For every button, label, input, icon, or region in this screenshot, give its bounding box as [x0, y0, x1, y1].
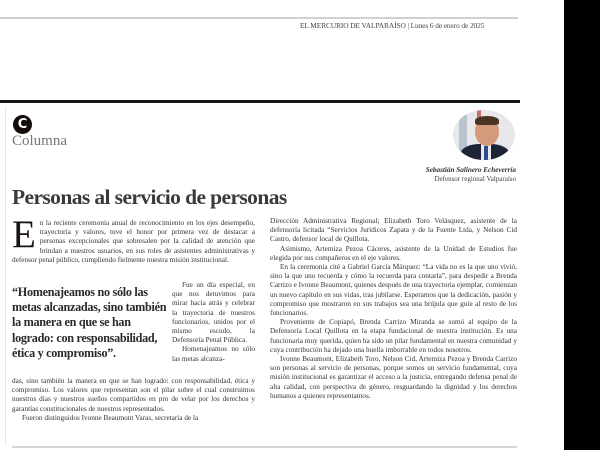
article-left-bottom: [12, 377, 255, 423]
author-name: Sebastián Salinero Echeverría: [425, 166, 516, 174]
article-headline: Personas al servicio de personas: [12, 185, 287, 209]
scan-edge-band: [564, 0, 600, 450]
section-label: Columna: [12, 133, 67, 149]
drop-cap: E: [12, 213, 36, 256]
author-photo: [453, 110, 515, 160]
column-logo-icon: C: [13, 115, 32, 134]
intro-text: n la reciente ceremonia anual de reconocimiento en los ejes desempeño, trayectoria y valores, tuve el honor por primera vez de destacar a personas excepcionales que sobresalen por la calidad de atención que brindan a nuestros usuarios, en sus roles de asistentes administrativas y defensor penal público, cumpliendo fielmente nuestra misión institucional.: [12, 219, 255, 264]
paragraph: Proveniente de Copiapó, Brenda Carrizo Miranda se sumó al equipo de la Defensoría Local Quillota en la etapa fundacional de nuestra institución. Es una funcionaria muy querida, quien ha sido un pilar fundamental en nuestra comunidad y cuya contribución ha dejado una huella imborrable en todos nosotros.: [270, 318, 517, 354]
top-rule-right: [300, 17, 518, 19]
masthead: EL MERCURIO DE VALPARAÍSO | Lunes 6 de enero de 2025: [300, 21, 485, 30]
paragraph: Fue un día especial, en que nos detuvimos para mirar hacia atrás y celebrar la trayectoria de nuestros funcionarios, unidos por el mismo escudo, la Defensoría Penal Pública.: [172, 281, 255, 345]
paragraph: Homenajeamos no sólo las metas alcanza-: [172, 345, 255, 363]
margin-line: [5, 106, 6, 446]
author-role: Defensor regional Valparaíso: [434, 175, 516, 183]
section-rule: [0, 100, 520, 103]
paragraph: Dirección Administrativa Regional; Elizabeth Toro Velásquez, asistente de la defensoría licitada “Servicios Jurídicos Zapata y de la Fuente Ltda, y Nelson Cid Castro, defensor local de Quillota.: [270, 217, 517, 244]
paragraph: En la ceremonia cité a Gabriel García Márquez: “La vida no es la que uno vivió, sino la que uno recuerda y cómo la recuerda para contarla”, para despedir a Brenda Carrizo e Ivonne Beaumont, quienes después de una trayectoria ejemplar, comienzan un nuevo capítulo en sus vidas, tras jubilarse. Esperamos que la dedicación, pasión y compromiso que mostraron en sus trabajos sea una brújula que guíe al resto de los funcionarios.: [270, 263, 517, 318]
paragraph: Asimismo, Artemiza Pezoa Cáceres, asistente de la Unidad de Estudios fue elegida por sus compañeros en el eje valores.: [270, 244, 517, 262]
paragraph: Fueron distinguidos Ivonne Beaumont Varas, secretaria de la: [22, 413, 199, 422]
article-narrow-column: [172, 281, 255, 364]
paragraph: das, sino también la manera en que se han logrado: con responsabilidad, ética y compromiso. Los valores que representan son el pilar sobre el cual construimos nuestros días y nuestros sueños compartidos en pro de velar por los derechos y garantías constitucionales de nuestros representados.: [12, 377, 255, 413]
paragraph: Ivonne Beaumont, Elizabeth Toro, Nelson Cid, Artemiza Pezoa y Brenda Carrizo son personas al servicio de personas, porque somos un servicio fundamental, cuya misión institucional es garantizar el acceso a la justicia, entregando defensa penal de alta calidad, con perspectiva de género, resguardando la dignidad y los derechos humanos a quienes representamos.: [270, 355, 517, 400]
top-rule: [0, 17, 300, 19]
article-intro: [12, 213, 255, 265]
bottom-rule: [12, 446, 517, 448]
article-right-column: [270, 217, 517, 401]
pull-quote: “Homenajeamos no sólo las metas alcanzadas, sino también la manera en que se han logrado: con responsabilidad, ética y compromiso”.: [12, 285, 167, 360]
